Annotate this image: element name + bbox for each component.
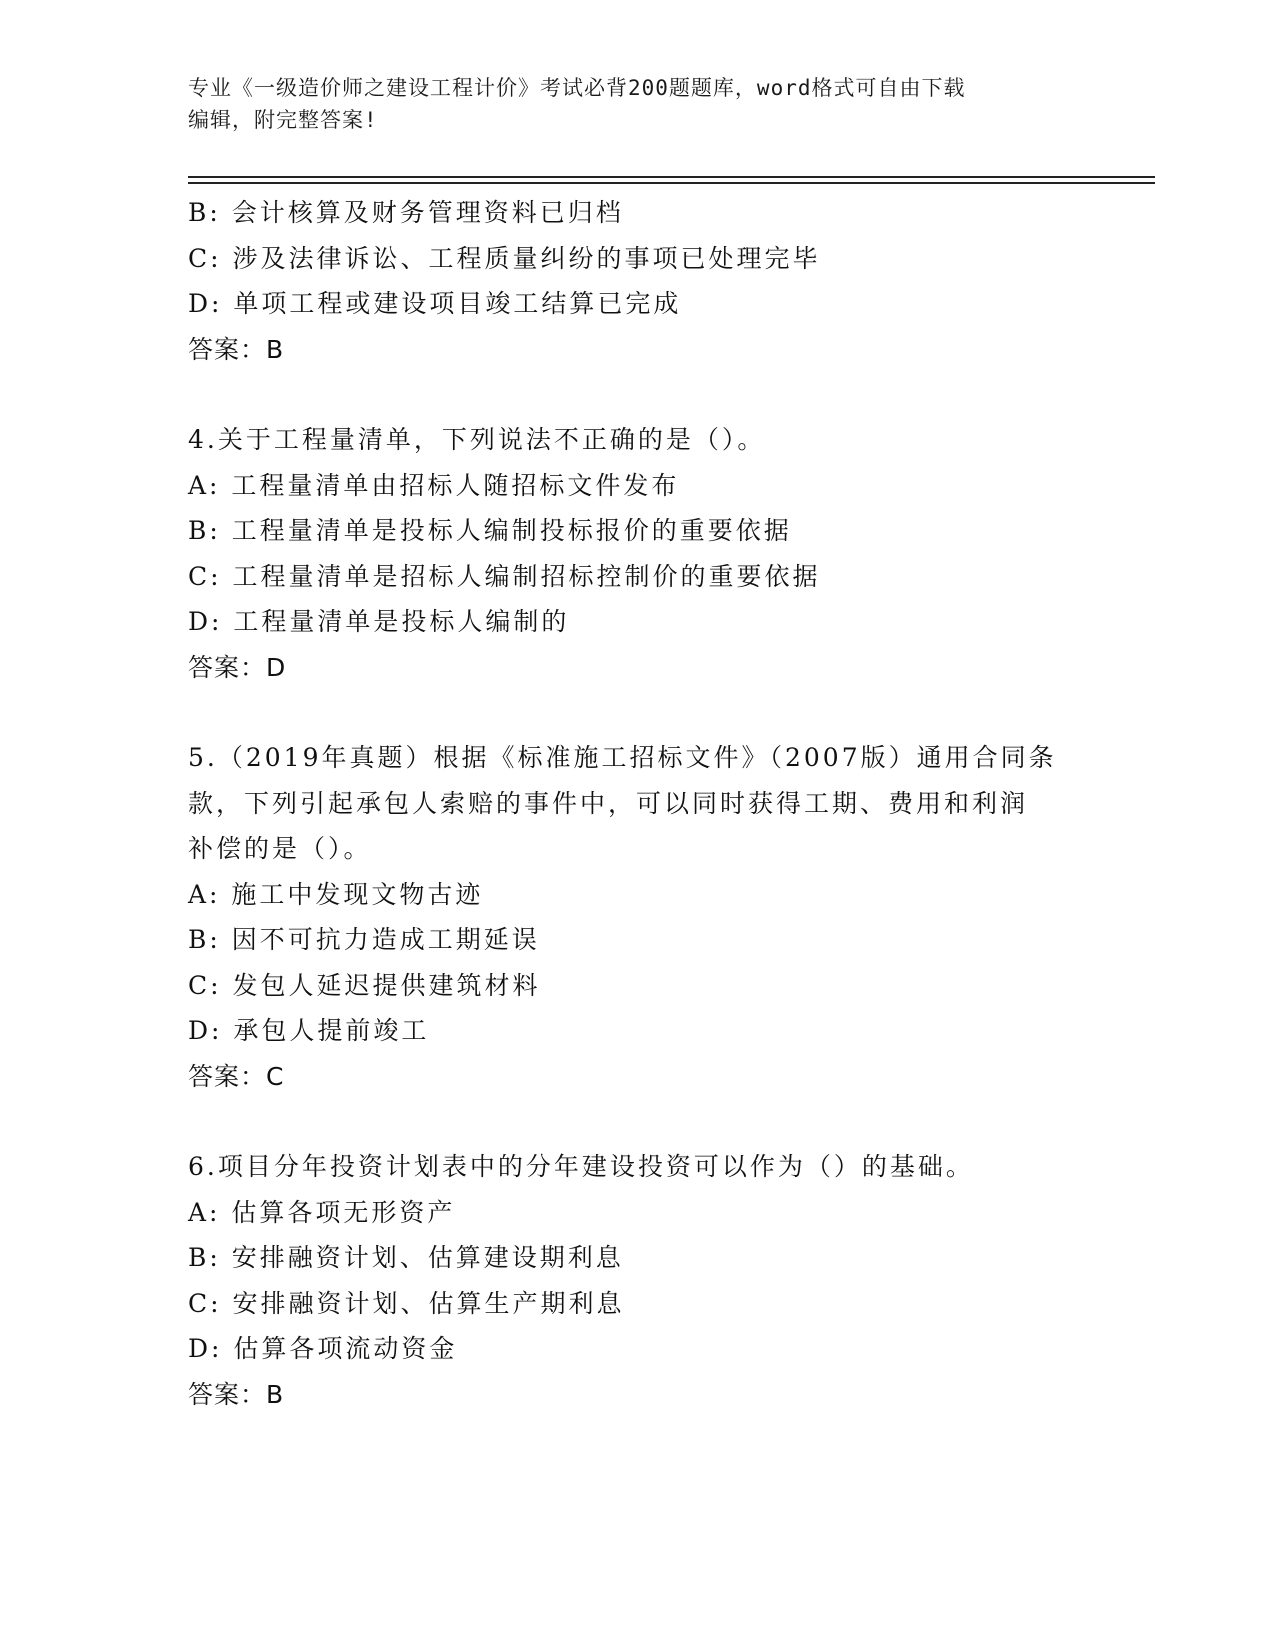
header-line-2: 编辑，附完整答案!: [188, 108, 378, 132]
option-d: D: 承包人提前竣工: [188, 1016, 430, 1045]
question-block-6: [188, 1144, 1108, 1417]
option-c: C: 安排融资计划、估算生产期利息: [188, 1288, 625, 1318]
answer-text: 答案：B: [188, 334, 285, 364]
question-title-line-1: 5.（2019年真题）根据《标准施工招标文件》（2007版）通用合同条: [188, 743, 1057, 772]
header-divider-bottom: [188, 182, 1155, 184]
question-title-line-2: 款，下列引起承包人索赔的事件中，可以同时获得工期、费用和利润: [188, 788, 1029, 818]
question-title: 6.项目分年投资计划表中的分年建设投资可以作为（）的基础。: [188, 1152, 974, 1181]
option-c: C: 涉及法律诉讼、工程质量纠纷的事项已处理完毕: [188, 243, 821, 273]
document-header: [188, 72, 1088, 136]
option-a: A: 估算各项无形资产: [188, 1197, 456, 1227]
option-b: B: 安排融资计划、估算建设期利息: [188, 1243, 624, 1272]
answer-text: 答案：C: [188, 1061, 285, 1091]
option-a: A: 施工中发现文物古迹: [188, 879, 484, 909]
question-block-5: [188, 735, 1108, 1099]
answer-text: 答案：D: [188, 652, 287, 682]
question-block-3: [188, 190, 1108, 372]
question-title: 4.关于工程量清单，下列说法不正确的是（）。: [188, 425, 766, 454]
option-b: B: 工程量清单是投标人编制投标报价的重要依据: [188, 516, 792, 545]
option-b: B: 因不可抗力造成工期延误: [188, 925, 540, 954]
answer-text: 答案：B: [188, 1379, 285, 1409]
option-c: C: 工程量清单是招标人编制招标控制价的重要依据: [188, 561, 821, 591]
question-block-4: [188, 417, 1108, 690]
option-d: D: 单项工程或建设项目竣工结算已完成: [188, 289, 682, 318]
header-divider-top: [188, 176, 1155, 178]
option-d: D: 估算各项流动资金: [188, 1334, 458, 1363]
option-d: D: 工程量清单是投标人编制的: [188, 607, 570, 636]
option-c: C: 发包人延迟提供建筑材料: [188, 970, 541, 1000]
question-title-line-3: 补偿的是（）。: [188, 834, 372, 863]
option-a: A: 工程量清单由招标人随招标文件发布: [188, 470, 680, 500]
option-b: B: 会计核算及财务管理资料已归档: [188, 198, 624, 227]
question-list: [188, 190, 1108, 1462]
header-line-1: 专业《一级造价师之建设工程计价》考试必背200题题库，word格式可自由下载: [188, 76, 966, 100]
